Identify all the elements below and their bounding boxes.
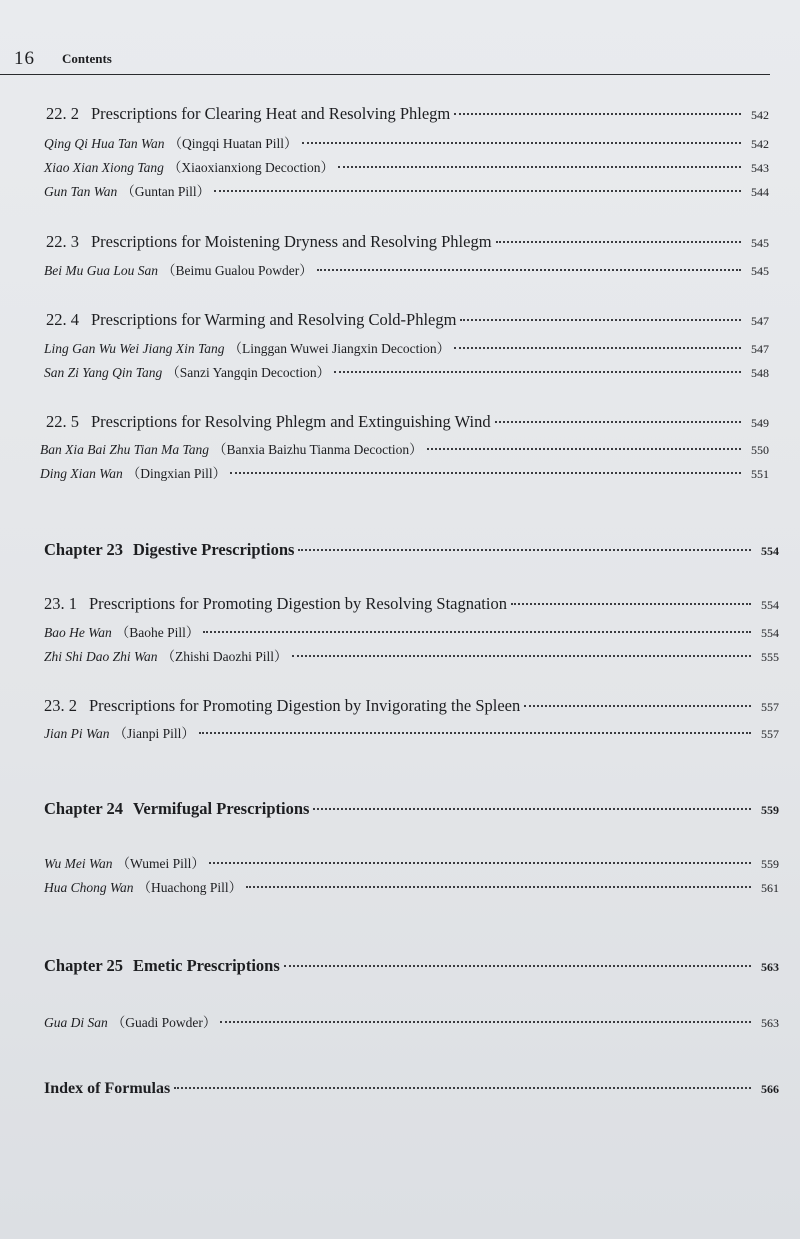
toc-chapter-24 — [44, 799, 779, 819]
section-title: Prescriptions for Promoting Digestion by Invigorating the Spleen — [89, 696, 521, 715]
formula-english: （Huachong Pill） — [137, 880, 243, 895]
section-title: Prescriptions for Resolving Phlegm and Extinguishing Wind — [91, 412, 491, 431]
page-ref: 549 — [751, 416, 769, 430]
page-number: 16 — [14, 48, 35, 69]
formula-name: Ling Gan Wu Wei Jiang Xin Tang — [44, 341, 225, 356]
toc-item-hua-chong-wan — [44, 876, 779, 896]
page-ref: 547 — [751, 342, 769, 356]
chapter-number: Chapter 24 — [44, 799, 123, 818]
formula-english: （Banxia Baizhu Tianma Decoction） — [213, 442, 423, 457]
dot-leader — [511, 603, 751, 605]
page-ref: 557 — [761, 700, 779, 714]
formula-name: Qing Qi Hua Tan Wan — [44, 136, 165, 151]
formula-english: （Linggan Wuwei Jiangxin Decoction） — [228, 341, 451, 356]
toc-section-22-5 — [46, 412, 769, 432]
formula-name: Ding Xian Wan — [40, 466, 123, 481]
index-title: Index of Formulas — [44, 1080, 171, 1097]
dot-leader — [292, 655, 751, 657]
page-ref: 563 — [761, 960, 779, 974]
dot-leader — [317, 269, 741, 271]
page-ref: 551 — [751, 467, 769, 481]
page-ref: 554 — [761, 626, 779, 640]
dot-leader — [298, 549, 751, 551]
toc-section-22-3 — [46, 232, 769, 252]
toc-section-23-2 — [44, 696, 779, 716]
page-header — [14, 46, 784, 74]
toc-item-jian-pi-wan — [44, 722, 779, 742]
dot-leader — [174, 1087, 751, 1089]
dot-leader — [495, 421, 741, 423]
formula-english: （Zhishi Daozhi Pill） — [161, 649, 288, 664]
page-ref: 547 — [751, 314, 769, 328]
section-number: 22. 5 — [46, 412, 79, 431]
page-ref: 550 — [751, 443, 769, 457]
page-ref: 563 — [761, 1016, 779, 1030]
page-ref: 557 — [761, 727, 779, 741]
toc-item-bei-mu-gua-lou-san — [44, 259, 769, 279]
toc-item-qing-qi-hua-tan-wan — [44, 132, 769, 152]
formula-name: Zhi Shi Dao Zhi Wan — [44, 649, 158, 664]
toc-item-san-zi-yang-qin-tang — [44, 361, 769, 381]
toc-item-ling-gan-wu-wei-jiang-xin-tang — [44, 337, 769, 357]
section-title: Prescriptions for Promoting Digestion by Resolving Stagnation — [89, 594, 507, 613]
toc-chapter-23 — [44, 540, 779, 560]
section-title: Prescriptions for Clearing Heat and Resolving Phlegm — [91, 104, 451, 123]
toc-item-gua-di-san — [44, 1011, 779, 1031]
formula-english: （Dingxian Pill） — [126, 466, 227, 481]
toc-item-ding-xian-wan — [40, 462, 769, 482]
dot-leader — [454, 347, 741, 349]
formula-english: （Guntan Pill） — [121, 184, 211, 199]
formula-english: （Guadi Powder） — [111, 1015, 217, 1030]
page-ref: 559 — [761, 803, 779, 817]
toc-chapter-25 — [44, 956, 779, 976]
formula-english: （Sanzi Yangqin Decoction） — [166, 365, 331, 380]
page-ref: 542 — [751, 108, 769, 122]
page-ref: 543 — [751, 161, 769, 175]
toc-item-xiao-xian-xiong-tang — [44, 156, 769, 176]
section-title: Prescriptions for Warming and Resolving Cold-Phlegm — [91, 310, 457, 329]
toc-item-wu-mei-wan — [44, 852, 779, 872]
chapter-title: Emetic Prescriptions — [133, 956, 280, 975]
dot-leader — [199, 732, 751, 734]
dot-leader — [203, 631, 751, 633]
dot-leader — [427, 448, 741, 450]
formula-english: （Beimu Gualou Powder） — [162, 263, 313, 278]
dot-leader — [284, 965, 751, 967]
toc-section-23-1 — [44, 594, 779, 614]
page-ref: 561 — [761, 881, 779, 895]
dot-leader — [209, 862, 751, 864]
dot-leader — [313, 808, 751, 810]
formula-name: San Zi Yang Qin Tang — [44, 365, 163, 380]
toc-item-gun-tan-wan — [44, 180, 769, 200]
toc-item-bao-he-wan — [44, 621, 779, 641]
dot-leader — [496, 241, 741, 243]
section-title: Prescriptions for Moistening Dryness and Resolving Phlegm — [91, 232, 492, 251]
chapter-title: Digestive Prescriptions — [133, 540, 295, 559]
running-title: Contents — [62, 51, 112, 66]
page-ref: 545 — [751, 264, 769, 278]
page-ref: 548 — [751, 366, 769, 380]
formula-name: Xiao Xian Xiong Tang — [44, 160, 164, 175]
formula-name: Ban Xia Bai Zhu Tian Ma Tang — [40, 442, 210, 457]
section-number: 23. 2 — [44, 696, 77, 715]
section-number: 22. 4 — [46, 310, 79, 329]
formula-name: Hua Chong Wan — [44, 880, 134, 895]
formula-name: Jian Pi Wan — [44, 726, 110, 741]
formula-name: Gua Di San — [44, 1015, 108, 1030]
toc-item-zhi-shi-dao-zhi-wan — [44, 645, 779, 665]
formula-name: Bei Mu Gua Lou San — [44, 263, 158, 278]
page-ref: 544 — [751, 185, 769, 199]
dot-leader — [338, 166, 741, 168]
page-ref: 545 — [751, 236, 769, 250]
toc-section-22-2 — [46, 104, 769, 124]
section-number: 23. 1 — [44, 594, 77, 613]
dot-leader — [302, 142, 741, 144]
section-number: 22. 3 — [46, 232, 79, 251]
page-ref: 555 — [761, 650, 779, 664]
chapter-number: Chapter 23 — [44, 540, 123, 559]
dot-leader — [454, 113, 741, 115]
toc-item-ban-xia-bai-zhu-tian-ma-tang — [40, 438, 769, 458]
formula-english: （Xiaoxianxiong Decoction） — [167, 160, 334, 175]
formula-name: Gun Tan Wan — [44, 184, 118, 199]
formula-english: （Qingqi Huatan Pill） — [168, 136, 298, 151]
dot-leader — [460, 319, 741, 321]
chapter-title: Vermifugal Prescriptions — [133, 799, 310, 818]
formula-name: Wu Mei Wan — [44, 856, 113, 871]
dot-leader — [524, 705, 751, 707]
formula-english: （Jianpi Pill） — [113, 726, 195, 741]
toc-section-22-4 — [46, 310, 769, 330]
formula-english: （Baohe Pill） — [115, 625, 200, 640]
toc-index-of-formulas — [44, 1080, 779, 1098]
dot-leader — [246, 886, 751, 888]
page-ref: 566 — [761, 1082, 779, 1096]
formula-name: Bao He Wan — [44, 625, 112, 640]
formula-english: （Wumei Pill） — [116, 856, 205, 871]
header-rule — [0, 74, 770, 75]
page-ref: 554 — [761, 598, 779, 612]
dot-leader — [214, 190, 741, 192]
dot-leader — [220, 1021, 751, 1023]
page-ref: 542 — [751, 137, 769, 151]
chapter-number: Chapter 25 — [44, 956, 123, 975]
section-number: 22. 2 — [46, 104, 79, 123]
page-ref: 559 — [761, 857, 779, 871]
page-ref: 554 — [761, 544, 779, 558]
dot-leader — [334, 371, 741, 373]
dot-leader — [230, 472, 741, 474]
